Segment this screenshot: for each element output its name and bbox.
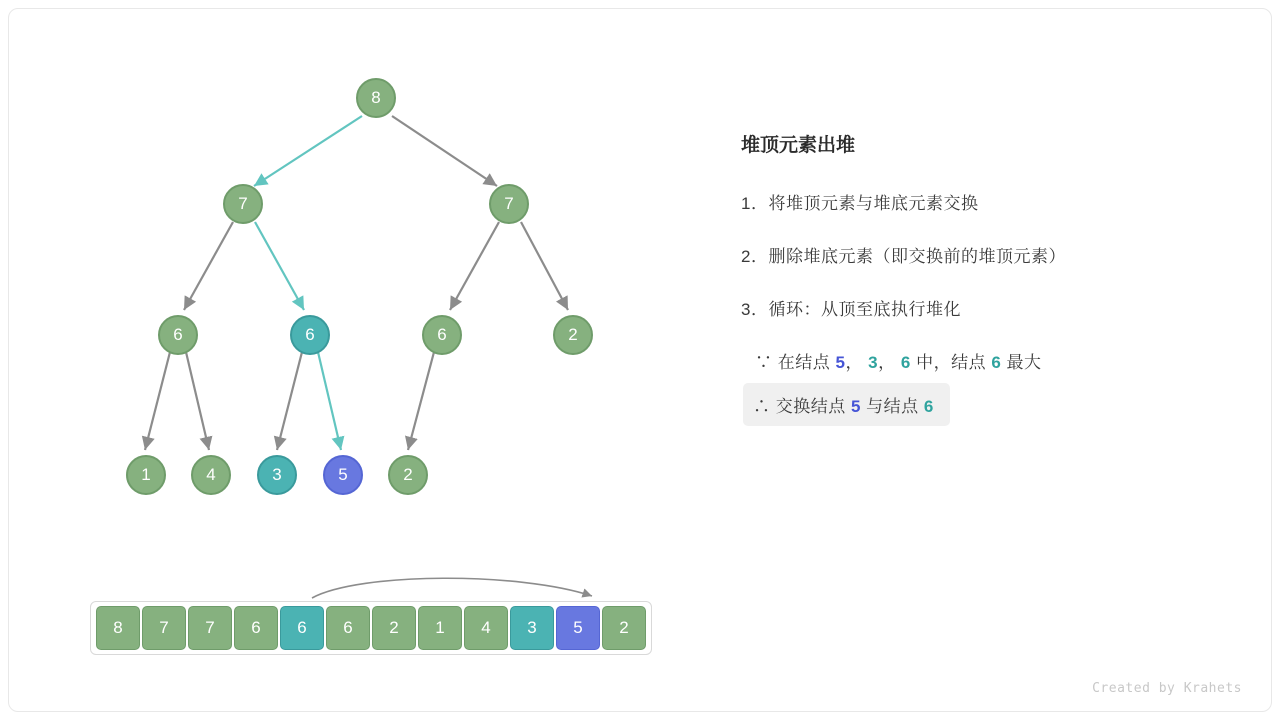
conclusion-line-1: [755, 348, 1211, 373]
swap-mid: 与结点: [866, 397, 919, 416]
conclusion-value-5: 5: [835, 353, 846, 372]
conclusion-value-6: 6: [900, 353, 911, 372]
tree-node: 2: [553, 315, 593, 355]
tree-node: 4: [191, 455, 231, 495]
array-cell: 4: [464, 606, 508, 650]
array-cell: 6: [280, 606, 324, 650]
explanation-panel: [741, 130, 1211, 426]
conclusion-value-3: 3: [868, 353, 879, 372]
conclusion-max-value: 6: [991, 353, 1002, 372]
array-cell: 8: [96, 606, 140, 650]
step-item: 3．循环：从顶至底执行堆化: [741, 300, 961, 319]
tree-node: 6: [422, 315, 462, 355]
tree-node: 1: [126, 455, 166, 495]
tree-node: 3: [257, 455, 297, 495]
conclusion-line-2: [743, 383, 950, 426]
step-item: 2．删除堆底元素（即交换前的堆顶元素）: [741, 247, 1066, 266]
conclusion-mid: 中，结点: [916, 353, 987, 372]
array-cell: 5: [556, 606, 600, 650]
tree-node: 6: [158, 315, 198, 355]
conclusion-sep: ，: [878, 353, 896, 372]
array-cell: 1: [418, 606, 462, 650]
swap-prefix: ∴ 交换结点: [753, 397, 846, 416]
tree-node: 7: [223, 184, 263, 224]
step-item: 1．将堆顶元素与堆底元素交换: [741, 194, 979, 213]
tree-node: 7: [489, 184, 529, 224]
swap-value-b: 6: [923, 397, 934, 416]
array-cell: 2: [372, 606, 416, 650]
swap-value-a: 5: [850, 397, 861, 416]
tree-node: 2: [388, 455, 428, 495]
array-cell: 7: [142, 606, 186, 650]
array-cell: 6: [326, 606, 370, 650]
conclusion-sep: ，: [845, 353, 863, 372]
heap-array: [90, 601, 652, 655]
array-cell: 2: [602, 606, 646, 650]
conclusion-suffix: 最大: [1006, 353, 1042, 372]
tree-node: 5: [323, 455, 363, 495]
credit-text: Created by Krahets: [1092, 681, 1242, 696]
array-cell: 6: [234, 606, 278, 650]
tree-node: 8: [356, 78, 396, 118]
panel-title: 堆顶元素出堆: [741, 135, 856, 156]
tree-node: 6: [290, 315, 330, 355]
array-cell: 3: [510, 606, 554, 650]
array-cell: 7: [188, 606, 232, 650]
conclusion-prefix: ∵ 在结点: [755, 353, 831, 372]
